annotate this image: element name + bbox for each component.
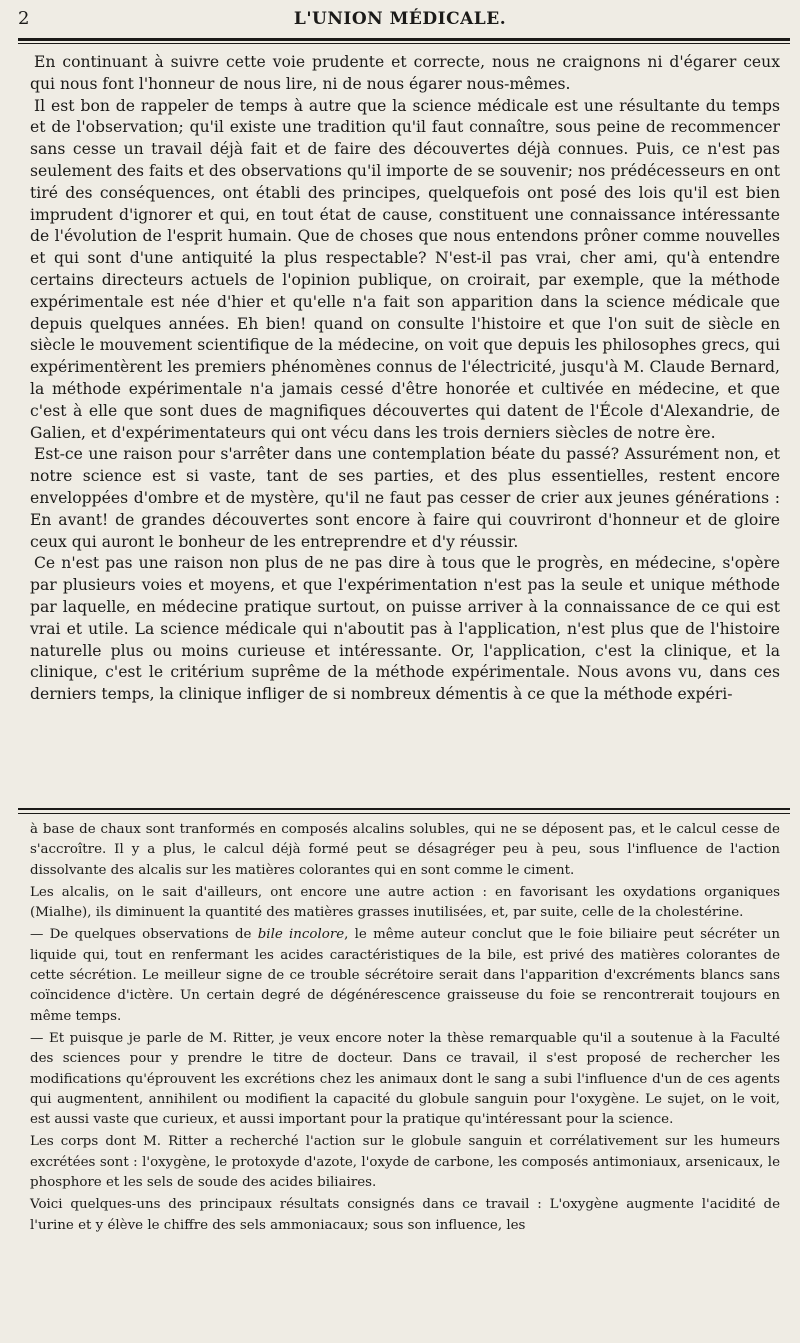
header-rule-thin <box>18 43 790 44</box>
paragraph-text: , le même auteur conclut que le foie biliaire peut sécréter un liquide qui, tout en renfermant les acides caractéristiques de la bile, est privé des matières colorantes de cette sécrétion. Le meilleur signe de ce trouble sécrétoire serait dans l'apparition d'excréments blancs sans coïncidence d'ictère. Un certain degré de dégénérescence graisseuse du foie se rencontrerait toujours en même temps. <box>30 927 780 1024</box>
feuilleton-paragraph: — Et puisque je parle de M. Ritter, je veux encore noter la thèse remarquable qu'il a soutenue à la Faculté des sciences pour y prendre le titre de docteur. Dans ce travail, il s'est proposé de rechercher les modifications qu'éprouvent les excrétions chez les animaux dont le sang a subi l'influence d'un de ces agents qui augmentent, annihilent ou modifient la capacité du globule sanguin pour l'oxygène. Le sujet, on le voit, est aussi vaste que curieux, et aussi important pour la pratique qu'intéressant pour la science. <box>30 1030 780 1128</box>
page-header <box>14 6 786 32</box>
main-paragraph: En continuant à suivre cette voie prudente et correcte, nous ne craignons ni d'égarer ceux qui nous font l'honneur de nous lire, ni de nous égarer nous-mêmes. <box>30 53 780 93</box>
header-rule-thick <box>18 38 790 41</box>
main-text <box>30 52 780 706</box>
feuilleton-paragraph: Les corps dont M. Ritter a recherché l'action sur le globule sanguin et corrélativement sur les humeurs excrétées sont : l'oxygène, le protoxyde d'azote, l'oxyde de carbone, les composés antimoniaux, arsenicaux, le phosphore et les sels de soude des acides biliaires. <box>30 1134 780 1191</box>
feuilleton-text <box>30 820 780 1238</box>
feuilleton-paragraph: Voici quelques-uns des principaux résultats consignés dans ce travail : L'oxygène augmente l'acidité de l'urine et y élève le chiffre des sels ammoniacaux; sous son influence, les <box>30 1197 780 1233</box>
italic-term: bile incolore <box>257 927 345 943</box>
main-paragraph: Est-ce une raison pour s'arrêter dans une contemplation béate du passé? Assurément non, et notre science est si vaste, tant de ses parties, et des plus essentielles, restent encore enveloppées d'ombre et de mystère, qu'il ne faut pas cesser de crier aux jeunes générations : En avant! de grandes découvertes sont encore à faire qui couvriront d'honneur et de gloire ceux qui auront le bonheur de les entreprendre et d'y réussir. <box>30 445 780 551</box>
feuilleton-separator-thick <box>18 808 790 810</box>
main-paragraph: Il est bon de rappeler de temps à autre que la science médicale est une résultante du temps et de l'observation; qu'il existe une tradition qu'il faut connaître, sous peine de recommencer sans cesse un travail déjà fait et de faire des découvertes déjà connues. Puis, ce n'est pas seulement des faits et des observations qu'il importe de se souvenir; nos prédécesseurs en ont tiré des conséquences, ont établi des principes, quelquefois ont posé des lois qu'il est bien imprudent d'ignorer et qui, en tout état de cause, constituent une connaissance intéressante de l'évolution de l'esprit humain. Que de choses que nous entendons prôner comme nouvelles et qui sont d'une antiquité la plus respectable? N'est-il pas vrai, cher ami, qu'à entendre certains directeurs actuels de l'opinion publique, on croirait, par exemple, que la méthode expérimentale est née d'hier et qu'elle n'a fait son apparition dans la science médicale que depuis quelques années. Eh bien! quand on consulte l'histoire et que l'on suit de siècle en siècle le mouvement scientifique de la médecine, on voit que depuis les philosophes grecs, qui expérimentèrent les premiers phénomènes connus de l'électricité, jusqu'à M. Claude Bernard, la méthode expérimentale n'a jamais cessé d'être honorée et cultivée en médecine, et que c'est à elle que sont dues de magnifiques découvertes qui datent de l'École d'Alexandrie, de Galien, et d'expérimentateurs qui ont vécu dans les trois derniers siècles de notre ère. <box>30 96 780 442</box>
journal-title: L'UNION MÉDICALE. <box>293 9 507 29</box>
feuilleton-paragraph <box>30 925 780 1026</box>
feuilleton-paragraph: à base de chaux sont tranformés en composés alcalins solubles, qui ne se déposent pas, et le calcul cesse de s'accroître. Il y a plus, le calcul déjà formé peut se désagréger peu à peu, sous l'influence de l'action dissolvante des alcalis sur les matières colorantes qui en sont comme le ciment. <box>30 822 780 878</box>
feuilleton-separator-thin <box>18 813 790 814</box>
main-paragraph: Ce n'est pas une raison non plus de ne pas dire à tous que le progrès, en médecine, s'opère par plusieurs voies et moyens, et que l'expérimentation n'est pas la seule et unique méthode par laquelle, en médecine pratique surtout, on puisse arriver à la connaissance de ce qui est vrai et utile. La science médicale qui n'aboutit pas à l'application, n'est plus que de l'histoire naturelle plus ou moins curieuse et intéressante. Or, l'application, c'est la clinique, et la clinique, c'est le critérium suprême de la méthode expérimentale. Nous avons vu, dans ces derniers temps, la clinique infliger de si nombreux démentis à ce que la méthode expéri- <box>30 554 780 704</box>
feuilleton-paragraph: Les alcalis, on le sait d'ailleurs, ont encore une autre action : en favorisant les oxydations organiques (Mialhe), ils diminuent la quantité des matières grasses inutilisées, et, par suite, celle de la cholestérine. <box>30 884 780 921</box>
paragraph-text: — De quelques observations de <box>30 927 258 943</box>
page-number: 2 <box>18 8 30 29</box>
